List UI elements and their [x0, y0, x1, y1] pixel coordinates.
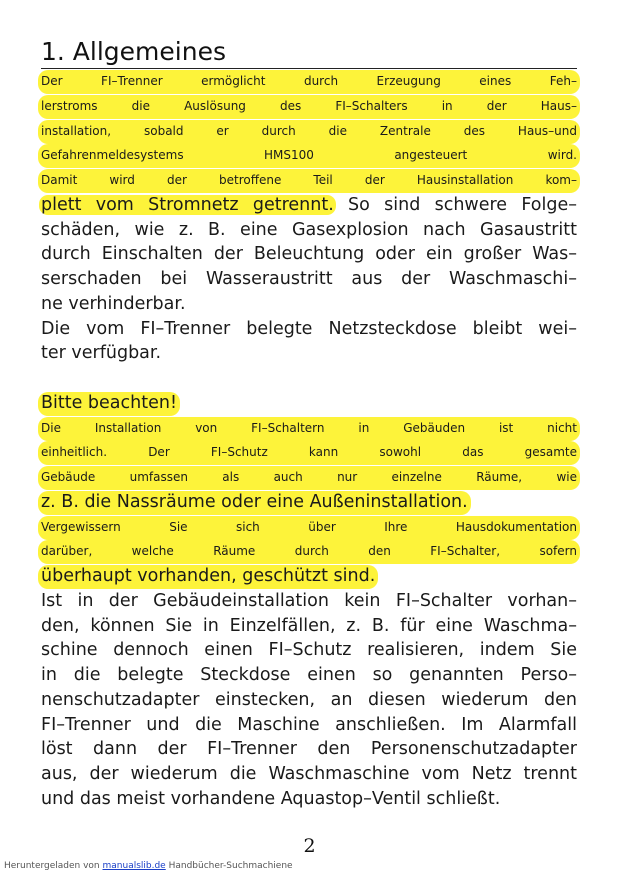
text-line: ter verfügbar. — [41, 343, 162, 364]
footer-suffix: Handbücher-Suchmachiene — [165, 861, 293, 871]
text-line: den, können Sie in Einzelfällen, z. B. für eine Waschma– — [41, 615, 577, 636]
section-heading: 1. Allgemeines — [41, 36, 577, 69]
text-line: installation, sobald er durch die Zentrale des Haus–und — [38, 120, 580, 144]
text-line: Die vom FI–Trenner belegte Netzsteckdose bleibt wei– — [41, 318, 577, 339]
text-line: ne verhinderbar. — [41, 293, 186, 314]
text-line: Gebäude umfassen als auch nur einzelne Räume, wie — [38, 466, 580, 490]
text-line: Vergewissern Sie sich über Ihre Hausdokumentation — [38, 516, 580, 540]
text-line: Ist in der Gebäudeinstallation kein FI–Schalter vorhan– — [41, 590, 577, 611]
plain-text: So sind schwere Folge– — [333, 194, 577, 215]
text-line: schäden, wie z. B. eine Gasexplosion nach Gasaustritt — [41, 219, 577, 240]
text-line: durch Einschalten der Beleuchtung oder ein großer Was– — [41, 244, 577, 265]
text-line: aus, der wiederum die Waschmaschine vom Netz trennt — [41, 764, 577, 784]
download-footer — [4, 861, 293, 871]
text-line: z. B. die Nassräume oder eine Außeninstallation. — [38, 491, 471, 515]
text-line: FI–Trenner und die Maschine anschließen. Im Alarmfall — [41, 714, 577, 735]
text-line: darüber, welche Räume durch den FI–Schalter, sofern — [38, 540, 580, 564]
text-line: überhaupt vorhanden, geschützt sind. — [38, 565, 378, 589]
text-line: Die Installation von FI–Schaltern in Gebäuden ist nicht — [38, 417, 580, 441]
text-line: nenschutzadapter einstecken, an diesen wiederum den — [41, 689, 577, 710]
text-line: Der FI–Trenner ermöglicht durch Erzeugung eines Feh– — [38, 70, 580, 94]
text-line: einheitlich. Der FI–Schutz kann sowohl das gesamte — [38, 441, 580, 465]
text-line: in die belegte Steckdose einen so genannten Perso– — [41, 665, 577, 685]
text-line: löst dann der FI–Trenner den Personenschutzadapter — [41, 739, 577, 760]
text-line: lerstroms die Auslösung des FI–Schalters in der Haus– — [38, 95, 580, 119]
text-line — [41, 367, 577, 391]
text-line: und das meist vorhandene Aquastop–Ventil schließt. — [41, 788, 501, 809]
text-line — [41, 194, 577, 218]
text-line: schine dennoch einen FI–Schutz realisieren, indem Sie — [41, 640, 577, 661]
text-line: Gefahrenmeldesystems HMS100 angesteuert wird. — [38, 144, 580, 168]
manualslib-link[interactable]: manualslib.de — [102, 861, 166, 871]
footer-prefix: Heruntergeladen von — [4, 861, 103, 871]
text-line: Bitte beachten! — [38, 392, 180, 416]
text-line: serschaden bei Wasseraustritt aus der Waschmaschi– — [41, 269, 577, 289]
text-line: Damit wird der betroffene Teil der Hausinstallation kom– — [38, 169, 580, 193]
highlighted-text: plett vom Stromnetz getrennt. — [41, 194, 334, 215]
page-number: 2 — [303, 835, 316, 857]
